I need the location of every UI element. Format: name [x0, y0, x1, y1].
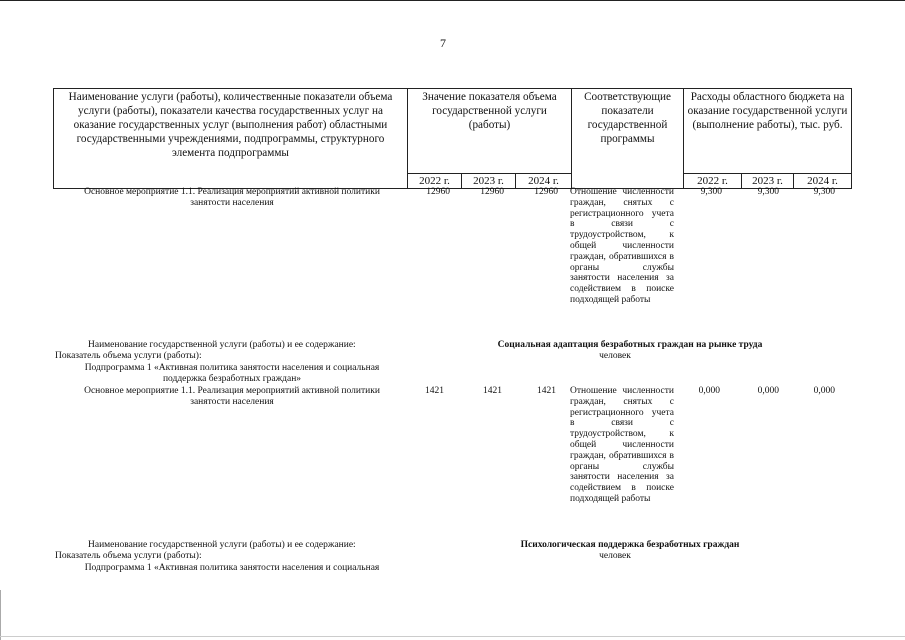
block2-value-2024: 1421: [537, 386, 556, 396]
block2-expense-2023: 0,000: [757, 386, 779, 396]
block1-value-2023: 12960: [480, 187, 504, 197]
block2-indicator-text: Отношение численности граждан, снятых с регистрационного учета в связи с трудоустройством, к общей численности граждан, обратившихся в органы службы занятости населения за содействием в поиске подходящей работы: [570, 386, 674, 504]
header-year-2024-volume: 2024 г.: [516, 174, 572, 189]
header-volume-value: Значение показателя объема государственной услуги (работы): [408, 89, 572, 174]
block2-expense-2024: 0,000: [813, 386, 835, 396]
section2-service-label: Наименование государственной услуги (работы) и ее содержание:: [88, 540, 356, 550]
header-year-2022-expense: 2022 г.: [684, 174, 742, 189]
section1-subprogram-line2: поддержка безработных граждан»: [162, 373, 302, 384]
section2-subprogram: [55, 563, 409, 574]
header-service-name: Наименование услуги (работы), количественные показатели объема услуги (работы), показатели качества государственных услуг на оказание государственных услуг (выполнения работ) областными государственными учреждениями, подпрограммы, структурного элемента подпрограммы: [54, 89, 408, 189]
page-number: 7: [440, 36, 446, 50]
block2-activity-name: [55, 386, 409, 408]
section2-volume-label: Показатель объема услуги (работы):: [55, 551, 202, 561]
section1-volume-label: Показатель объема услуги (работы):: [55, 351, 202, 361]
section1-service-label: Наименование государственной услуги (работы) и ее содержание:: [88, 340, 356, 350]
section1-subprogram: [55, 363, 409, 385]
left-edge-scan-line: [0, 590, 1, 640]
section2-subprogram-line1: Подпрограмма 1 «Активная политика занятости населения и социальная: [84, 563, 380, 573]
block1-expense-2023: 9,300: [757, 187, 779, 197]
block1-activity-name: [55, 187, 409, 209]
block1-name-line1: Основное мероприятие 1.1. Реализация мероприятий активной политики: [84, 187, 380, 197]
block2-name-line2: занятости населения: [190, 396, 274, 407]
header-year-2024-expense: 2024 г.: [794, 174, 852, 189]
block2-value-2023: 1421: [483, 386, 502, 396]
block2-expense-2022: 0,000: [698, 386, 720, 396]
section2-service-value: Психологическая поддержка безработных граждан: [520, 540, 740, 550]
header-year-2023-expense: 2023 г.: [742, 174, 794, 189]
block1-name-line2: занятости населения: [190, 197, 274, 208]
section1-subprogram-line1: Подпрограмма 1 «Активная политика занятости населения и социальная: [84, 363, 380, 373]
block1-expense-2022: 9,300: [700, 187, 722, 197]
block1-value-2024: 12960: [534, 187, 558, 197]
section1-volume-value: человек: [599, 351, 631, 361]
header-budget-expenses: Расходы областного бюджета на оказание государственной услуги (выполнение работы), тыс. руб.: [684, 89, 852, 174]
block2-name-line1: Основное мероприятие 1.1. Реализация мероприятий активной политики: [84, 386, 380, 396]
header-year-2023-volume: 2023 г.: [462, 174, 516, 189]
block2-value-2022: 1421: [425, 386, 444, 396]
section1-service-value: Социальная адаптация безработных граждан на рынке труда: [497, 340, 763, 350]
section2-volume-value: человек: [599, 551, 631, 561]
header-year-2022-volume: 2022 г.: [408, 174, 462, 189]
block1-value-2022: 12960: [426, 187, 450, 197]
header-program-indicators: Соответствующие показатели государственной программы: [572, 89, 684, 189]
bottom-scan-artifacts: [0, 636, 905, 637]
block1-expense-2024: 9,300: [813, 187, 835, 197]
block1-indicator-text: Отношение численности граждан, снятых с регистрационного учета в связи с трудоустройством, к общей численности граждан, обратившихся в органы службы занятости населения за содействием в поиске подходящей работы: [570, 187, 674, 305]
